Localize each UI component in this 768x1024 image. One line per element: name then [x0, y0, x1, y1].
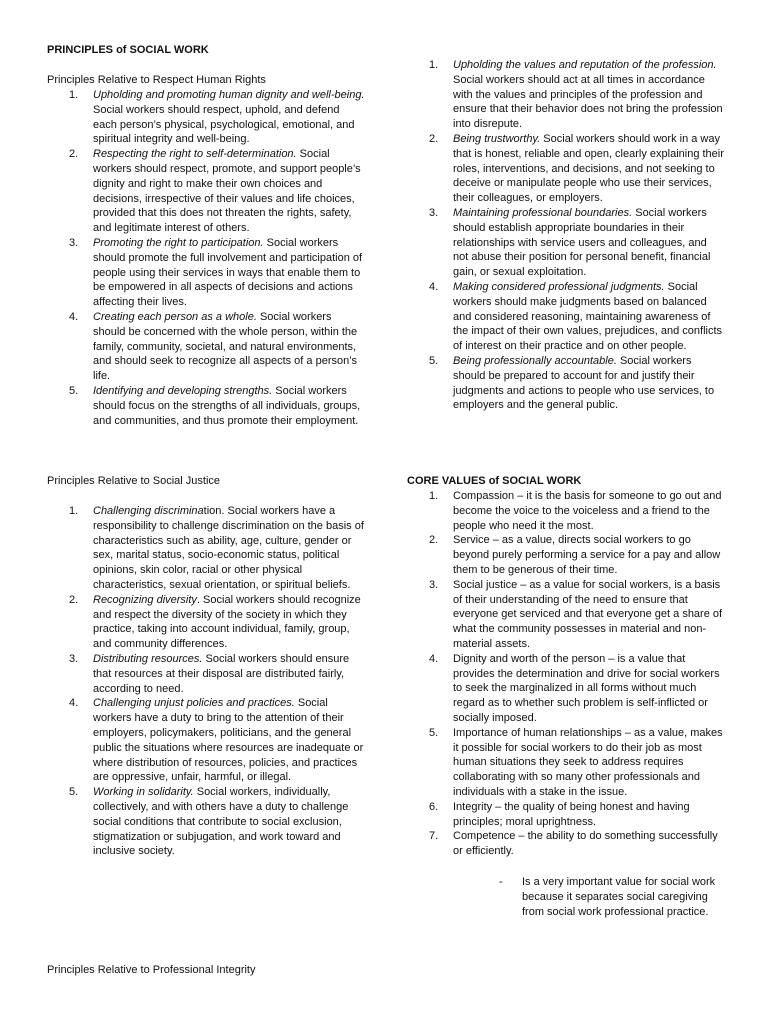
section-heading-core-values: CORE VALUES of SOCIAL WORK [407, 475, 582, 487]
page-title: PRINCIPLES of SOCIAL WORK [47, 44, 209, 56]
list-item: 2. Service – as a value, directs social workers to go beyond purely performing a service for a pay and allow them to be generous of their time. [429, 534, 721, 576]
list-item: 4. Making considered professional judgments. Social workers should make judgments based on balanced and considered reasoning, maintaining awareness of the impact of their own values, prejudices, and conflicts of interest on their practice and on other people. [429, 280, 723, 353]
list-item: 3. Social justice – as a value for social workers, is a basis of their understanding of the need to ensure that everyone get serviced and that everyone get a share of what the community possesses in material and non-material assets. [429, 578, 723, 650]
list-item: 2. Being trustworthy. Social workers should work in a way that is honest, reliable and open, clearly explaining their roles, interventions, and decisions, and not seeking to deceive or manipulate people who use their services, their colleagues, or employers. [429, 132, 724, 205]
dash-bullet: - [499, 876, 503, 888]
list-item: 1. Compassion – it is the basis for someone to go out and become the voice to the voiceless and a friend to the people who need it the most. [429, 490, 722, 532]
list-item: 2. Recognizing diversity. Social workers should recognize and respect the diversity of the society in which they practice, taking into account individual, family, group, and community differences. [69, 593, 361, 651]
list-item: 1. Challenging discrimination. Social workers have a responsibility to challenge discrimination on the basis of characteristics such as ability, age, culture, gender or sex, marital status, socio-economic status, political opinions, skin color, racial or other physical characteristics, sexual orientation, or spiritual beliefs. [69, 505, 364, 591]
list-item: 5. Identifying and developing strengths. Social workers should focus on the strengths of all individuals, groups, and communities, and thus promote their employment. [69, 384, 361, 427]
section-heading-professional-integrity: Principles Relative to Professional Integrity [47, 964, 256, 976]
human-rights-list [47, 88, 365, 428]
list-item: 4. Challenging unjust policies and practices. Social workers have a duty to bring to the attention of their employers, policymakers, politicians, and the general public the situations where resources are inadequate or where distribution of resources, policies, and practices are oppressive, unfair, harmful, or illegal. [69, 697, 364, 784]
core-values-list [407, 489, 725, 859]
list-item: 3. Distributing resources. Social workers should ensure that resources at their disposal are distributed fairly, according to need. [69, 652, 350, 695]
right-column [407, 0, 725, 918]
list-item: 7. Competence – the ability to do something successfully or efficiently. [429, 830, 718, 858]
list-item: 4. Dignity and worth of the person – is a value that provides the determination and drive for social workers to seek the marginalized in all forms without much regard as to whether such problem is self-inflicted or socially imposed. [429, 652, 720, 724]
list-item: 4. Creating each person as a whole. Social workers should be concerned with the whole person, within the family, community, societal, and natural environments, and should seek to recognize all aspects of a person’s life. [69, 310, 358, 383]
list-item: 3. Promoting the right to participation. Social workers should promote the full involvement and participation of people using their services in ways that enable them to be empowered in all aspects of decisions and actions affecting their lives. [69, 236, 363, 309]
list-item: 6. Integrity – the quality of being honest and having principles; moral uprightness. [429, 800, 690, 828]
professional-integrity-list [407, 58, 725, 413]
list-item: 5. Working in solidarity. Social workers, individually, collectively, and with others have a duty to challenge social conditions that contribute to social exclusion, stigmatization or subjugation, and work toward and inclusive society. [69, 786, 349, 858]
list-item: 1. Upholding and promoting human dignity and well-being. Social workers should respect, uphold, and defend each person’s physical, psychological, emotional, and spiritual integrity and well-being. [69, 89, 365, 146]
section-heading-human-rights: Principles Relative to Respect Human Rights [47, 74, 266, 86]
list-item: 3. Maintaining professional boundaries. Social workers should establish appropriate boundaries in their relationships with service users and colleagues, and not abuse their position for personal benefit, financial gain, or sexual exploitation. [429, 206, 711, 279]
list-item: 5. Importance of human relationships – as a value, makes it possible for social workers to do their job as most human situations they seek to address requires collaborating with so many other professionals and individuals with a stake in the issue. [429, 726, 723, 798]
social-justice-list [47, 504, 365, 859]
competence-sub-item: - Is a very important value for social work because it separates social caregiving from social work professional practice. [499, 876, 716, 918]
list-item: 2. Respecting the right to self-determination. Social workers should respect, promote, and support people’s dignity and right to make their own choices and decisions, irrespective of their values and life choices, provided that this does not threaten the rights, safety, and legitimate interest of others. [69, 148, 361, 235]
section-heading-social-justice: Principles Relative to Social Justice [47, 475, 221, 487]
list-item: 1. Upholding the values and reputation of the profession. Social workers should act at all times in accordance with the values and principles of the profession and ensure that their behavior does not bring the profession into disrepute. [429, 59, 723, 131]
list-item: 5. Being professionally accountable. Social workers should be prepared to account for and justify their judgments and actions to people who use services, to employers and the general public. [429, 354, 715, 412]
